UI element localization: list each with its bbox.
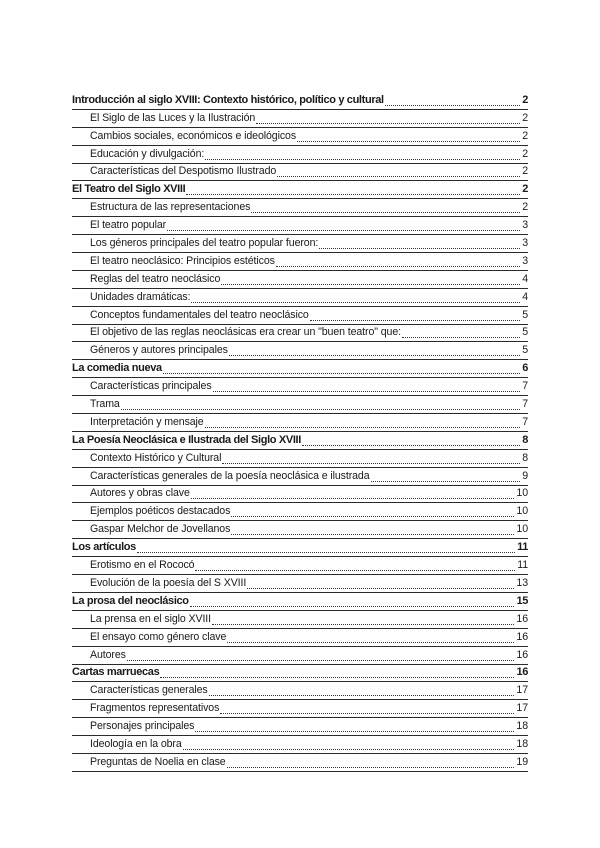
dot-leader	[297, 129, 520, 142]
toc-entry-title: Reglas del teatro neoclásico	[90, 272, 221, 285]
toc-entry-title: Ideología en la obra	[90, 737, 182, 750]
dot-leader	[220, 701, 514, 714]
toc-subentry[interactable]	[72, 146, 528, 164]
toc-entry-title: Evolución de la poesía del S XVIII	[90, 576, 247, 589]
toc-entry-title: La prensa en el siglo XVIII	[90, 612, 211, 625]
toc-subentry[interactable]	[72, 217, 528, 235]
toc-entry-title: Características generales de la poesía neoclásica e ilustrada	[90, 469, 370, 482]
toc-heading-entry[interactable]	[72, 665, 528, 683]
toc-subentry[interactable]	[72, 110, 528, 128]
toc-entry-title: Géneros y autores principales	[90, 344, 228, 357]
toc-entry-title: La Poesía Neoclásica e Ilustrada del Siglo XVIII	[72, 433, 301, 446]
dot-leader	[186, 182, 520, 195]
toc-entry-title: El teatro popular	[90, 219, 167, 232]
dot-leader	[319, 236, 520, 249]
dot-leader	[191, 290, 520, 303]
toc-heading-entry[interactable]	[72, 539, 528, 557]
toc-subentry[interactable]	[72, 575, 528, 593]
toc-page-number: 5	[522, 344, 528, 357]
toc-entry-title: Preguntas de Noelia en clase	[90, 755, 226, 768]
toc-entry-title: Interpretación y mensaje	[90, 415, 204, 428]
toc-subentry[interactable]	[72, 378, 528, 396]
dot-leader	[160, 665, 514, 678]
toc-page-number: 11	[517, 541, 528, 554]
dot-leader	[205, 415, 521, 428]
dot-leader	[371, 469, 521, 482]
toc-page-number: 7	[522, 380, 528, 393]
dot-leader	[385, 93, 520, 106]
toc-entry-title: Fragmentos representativos	[90, 702, 220, 715]
dot-leader	[302, 433, 520, 446]
toc-heading-entry[interactable]	[72, 593, 528, 611]
toc-page-number: 16	[516, 648, 528, 661]
toc-page-number: 3	[522, 219, 528, 232]
toc-page-number: 10	[516, 505, 528, 518]
toc-page-number: 10	[516, 523, 528, 536]
toc-entry-title: Gaspar Melchor de Jovellanos	[90, 523, 231, 536]
toc-entry-title: Cartas marruecas	[72, 666, 160, 679]
toc-entry-title: Características del Despotismo Ilustrado	[90, 165, 277, 178]
toc-entry-title: El objetivo de las reglas neoclásicas era crear un "buen teatro" que:	[90, 326, 401, 339]
toc-entry-title: Ejemplos poéticos destacados	[90, 505, 231, 518]
toc-entry-title: Unidades dramáticas:	[90, 290, 191, 303]
dot-leader	[227, 755, 515, 768]
toc-page-number: 8	[522, 433, 528, 446]
dot-leader	[222, 451, 520, 464]
dot-leader	[231, 522, 514, 535]
toc-entry-title: Personajes principales	[90, 720, 195, 733]
toc-page-number: 2	[522, 111, 528, 124]
toc-entry-title: El ensayo como género clave	[90, 630, 227, 643]
toc-entry-title: Erotismo en el Rococó	[90, 559, 195, 572]
dot-leader	[276, 254, 520, 267]
toc-subentry[interactable]	[72, 253, 528, 271]
toc-page-number: 19	[516, 755, 528, 768]
toc-heading-entry[interactable]	[72, 432, 528, 450]
toc-page-number: 5	[522, 308, 528, 321]
toc-page-number: 5	[522, 326, 528, 339]
dot-leader	[127, 648, 515, 661]
toc-entry-title: Cambios sociales, económicos e ideológicos	[90, 129, 297, 142]
toc-subentry[interactable]	[72, 342, 528, 360]
toc-subentry[interactable]	[72, 503, 528, 521]
toc-page-number: 4	[522, 272, 528, 285]
toc-page-number: 16	[516, 666, 528, 679]
dot-leader	[167, 218, 520, 231]
toc-subentry[interactable]	[72, 199, 528, 217]
toc-entry-title: Autores	[90, 648, 126, 661]
toc-entry-title: Autores y obras clave	[90, 487, 190, 500]
toc-page-number: 7	[522, 415, 528, 428]
toc-page-number: 2	[522, 183, 528, 196]
toc-entry-title: Educación y divulgación:	[90, 147, 205, 160]
toc-page-number: 3	[522, 254, 528, 267]
toc-entry-title: El Siglo de las Luces y la Ilustración	[90, 111, 256, 124]
toc-subentry[interactable]	[72, 486, 528, 504]
dot-leader	[183, 737, 515, 750]
dot-leader	[310, 308, 521, 321]
toc-page-number: 9	[522, 469, 528, 482]
toc-subentry[interactable]	[72, 289, 528, 307]
toc-entry-title: Características generales	[90, 684, 208, 697]
toc-page-number: 2	[522, 201, 528, 214]
toc-subentry[interactable]	[72, 307, 528, 325]
toc-entry-title: Características principales	[90, 380, 212, 393]
toc-page-number: 2	[522, 93, 528, 106]
dot-leader	[212, 612, 514, 625]
toc-subentry[interactable]	[72, 396, 528, 414]
toc-entry-title: El teatro neoclásico: Principios estéticos	[90, 254, 275, 267]
toc-subentry[interactable]	[72, 647, 528, 665]
toc-subentry[interactable]	[72, 325, 528, 343]
toc-subentry[interactable]	[72, 164, 528, 182]
toc-subentry[interactable]	[72, 450, 528, 468]
toc-entry-title: El Teatro del Siglo XVIII	[72, 183, 186, 196]
dot-leader	[205, 147, 520, 160]
toc-page-number: 16	[516, 612, 528, 625]
toc-subentry[interactable]	[72, 736, 528, 754]
toc-subentry[interactable]	[72, 557, 528, 575]
toc-page-number: 7	[522, 398, 528, 411]
toc-entry-title: Los géneros principales del teatro popular fueron:	[90, 237, 319, 250]
toc-page-number: 16	[516, 630, 528, 643]
toc-subentry[interactable]	[72, 468, 528, 486]
dot-leader	[402, 325, 520, 338]
toc-page-number: 10	[516, 487, 528, 500]
toc-page-number: 8	[522, 451, 528, 464]
toc-entry-title: Contexto Histórico y Cultural	[90, 451, 222, 464]
dot-leader	[229, 343, 520, 356]
toc-entry-title: Trama	[90, 398, 120, 411]
toc-page-number: 4	[522, 290, 528, 303]
toc-entry-title: Los artículos	[72, 541, 136, 554]
toc-heading-entry[interactable]	[72, 92, 528, 110]
toc-page-number: 3	[522, 237, 528, 250]
dot-leader	[163, 361, 520, 374]
toc-page-number: 6	[522, 362, 528, 375]
toc-subentry[interactable]	[72, 718, 528, 736]
dot-leader	[256, 111, 520, 124]
dot-leader	[221, 272, 520, 285]
toc-entry-title: Estructura de las representaciones	[90, 201, 251, 214]
dot-leader	[277, 164, 520, 177]
toc-subentry[interactable]	[72, 414, 528, 432]
toc-subentry[interactable]	[72, 700, 528, 718]
toc-subentry[interactable]	[72, 521, 528, 539]
table-of-contents	[72, 92, 528, 772]
toc-page-number: 18	[516, 737, 528, 750]
toc-page-number: 2	[522, 147, 528, 160]
toc-heading-entry[interactable]	[72, 181, 528, 199]
toc-subentry[interactable]	[72, 235, 528, 253]
toc-entry-title: Conceptos fundamentales del teatro neoclásico	[90, 308, 309, 321]
dot-leader	[190, 594, 515, 607]
dot-leader	[247, 576, 514, 589]
toc-page-number: 15	[516, 594, 528, 607]
toc-entry-title: La prosa del neoclásico	[72, 594, 189, 607]
dot-leader	[209, 683, 515, 696]
dot-leader	[227, 630, 514, 643]
toc-page-number: 11	[517, 559, 528, 572]
toc-page-number: 17	[516, 702, 528, 715]
toc-entry-title: Introducción al siglo XVIII: Contexto histórico, político y cultural	[72, 93, 384, 106]
toc-entry-title: La comedia nueva	[72, 362, 162, 375]
dot-leader	[195, 719, 514, 732]
toc-subentry[interactable]	[72, 128, 528, 146]
toc-page-number: 2	[522, 165, 528, 178]
toc-page-number: 18	[516, 720, 528, 733]
toc-subentry[interactable]	[72, 629, 528, 647]
dot-leader	[195, 558, 515, 571]
dot-leader	[121, 397, 520, 410]
toc-page-number: 17	[516, 684, 528, 697]
toc-subentry[interactable]	[72, 611, 528, 629]
toc-page-number: 13	[516, 576, 528, 589]
dot-leader	[213, 379, 521, 392]
toc-subentry[interactable]	[72, 682, 528, 700]
toc-subentry[interactable]	[72, 754, 528, 772]
dot-leader	[191, 486, 515, 499]
dot-leader	[251, 200, 520, 213]
toc-page-number: 2	[522, 129, 528, 142]
toc-subentry[interactable]	[72, 271, 528, 289]
dot-leader	[231, 504, 514, 517]
dot-leader	[137, 540, 515, 553]
toc-heading-entry[interactable]	[72, 360, 528, 378]
